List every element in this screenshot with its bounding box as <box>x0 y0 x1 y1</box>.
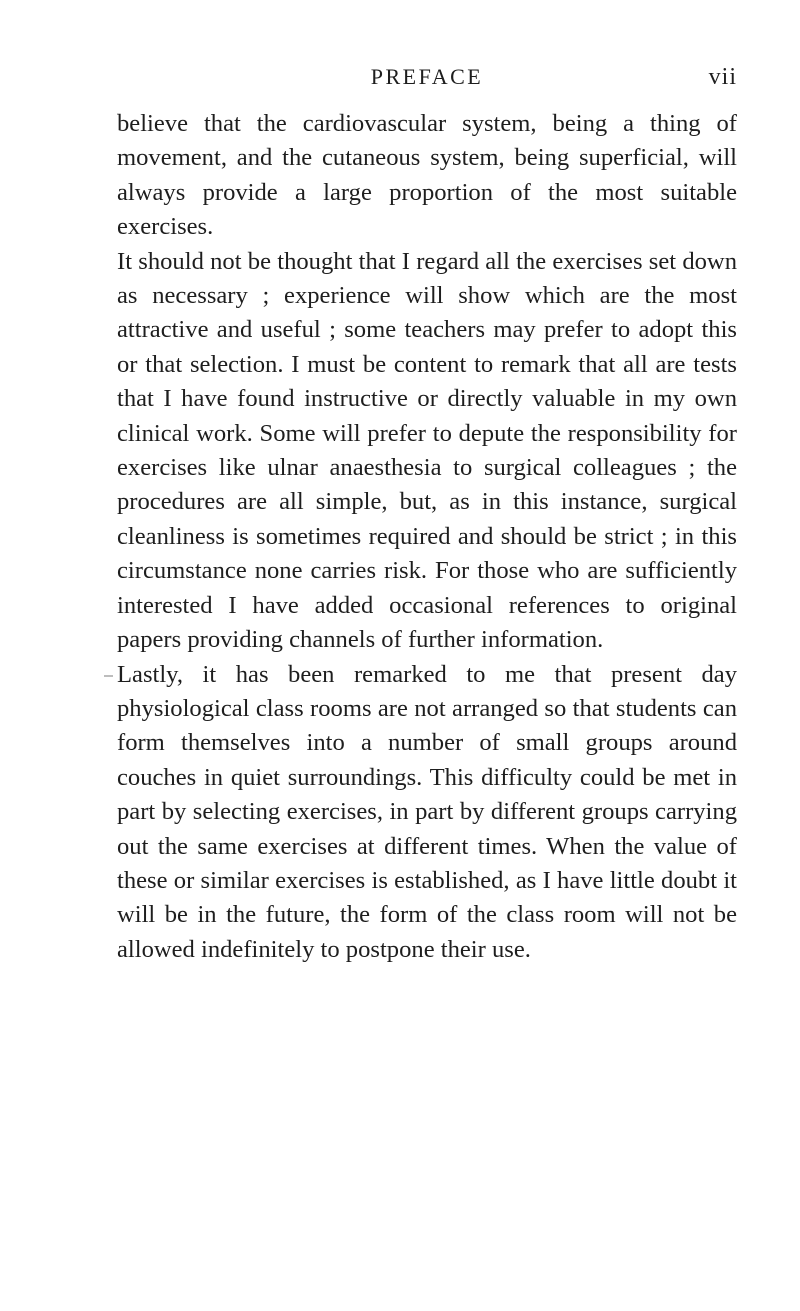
paragraph-exercises-selection: It should not be thought that I regard all the exercises set down as necessary ; experience will show which are the most attractive and useful ; some teachers may prefer to adopt this or that selection. I must be content to remark that all are tests that I have found instructive or directly valuable in my own clinical work. Some will prefer to depute the responsibility for exercises like ulnar anaesthesia to surgical colleagues ; the procedures are all simple, but, as in this instance, surgical cleanliness is sometimes required and should be strict ; in this circumstance none carries risk. For those who are sufficiently interested I have added occasional references to original papers providing channels of further information. <box>117 247 737 654</box>
body-text <box>117 107 737 967</box>
running-title: PREFACE <box>370 64 484 89</box>
running-head <box>117 60 737 94</box>
page-number: vii <box>708 64 737 90</box>
margin-mark <box>104 675 113 677</box>
paragraph-class-rooms: Lastly, it has been remarked to me that present day physiological class rooms are not arranged so that students can form themselves into a number of small groups around couches in quiet surroundings. This difficulty could be met in part by selecting exercises, in part by different groups carrying out the same exercises at different times. When the value of these or similar exercises is established, as I have little doubt it will be in the future, the form of the class room will not be allowed indefinitely to postpone their use. <box>117 660 737 963</box>
paragraph-continuation: believe that the cardiovascular system, being a thing of movement, and the cutaneous system, being superficial, will always provide a large proportion of the most suitable exercises. <box>117 110 737 241</box>
